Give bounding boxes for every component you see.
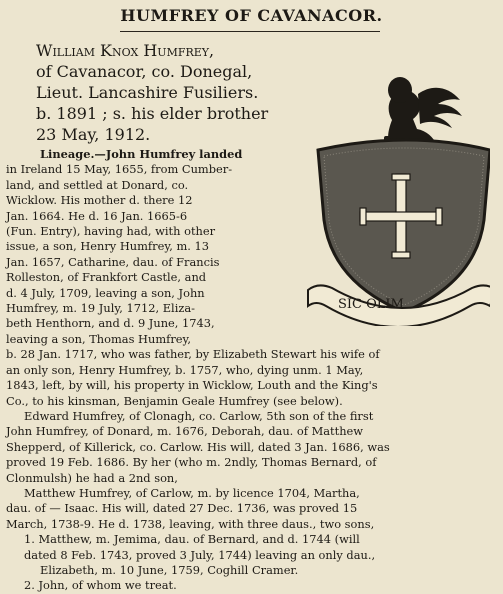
text-line: issue, a son, Henry Humfrey, m. 13 [6, 239, 210, 254]
text-line: b. 28 Jan. 1717, who was father, by Elizabeth Stewart his wife of [6, 347, 380, 362]
text-line: Rolleston, of Frankfort Castle, and [6, 270, 207, 285]
text-line: dated 8 Feb. 1743, proved 3 July, 1744) leaving an only dau., [24, 547, 376, 562]
text-line: Jan. 1664. He d. 16 Jan. 1665-6 [6, 208, 188, 223]
text-line: 2. John, of whom we treat. [24, 578, 177, 593]
page-title: HUMFREY OF CAVANACOR. [120, 6, 383, 25]
text-line: Edward Humfrey, of Clonagh, co. Carlow, 5th son of the first [24, 408, 374, 423]
intro-line-name: William Knox Humfrey, [36, 41, 215, 60]
text-line: Elizabeth, m. 10 June, 1759, Coghill Cramer. [40, 562, 299, 577]
text-line: dau. of — Isaac. His will, dated 27 Dec. 1736, was proved 15 [6, 501, 358, 516]
intro-block [36, 40, 306, 145]
text-line: 1843, left, by will, his property in Wicklow, Louth and the King's [6, 378, 378, 393]
intro-line-rank: Lieut. Lancashire Fusiliers. [36, 83, 259, 102]
text-line: Jan. 1657, Catharine, dau. of Francis [6, 254, 220, 269]
text-line: land, and settled at Donard, co. [6, 177, 189, 192]
lineage-text [6, 147, 491, 594]
text-line: an only son, Henry Humfrey, b. 1757, who, dying unm. 1 May, [6, 362, 364, 377]
text-line: Lineage.—John Humfrey landed [40, 147, 243, 161]
text-line: Shepperd, of Killerick, co. Carlow. His will, dated 3 Jan. 1686, was [6, 439, 390, 454]
text-line: March, 1738-9. He d. 1738, leaving, with three daus., two sons, [6, 516, 375, 531]
text-line: Matthew Humfrey, of Carlow, m. by licence 1704, Martha, [24, 485, 360, 500]
text-line: 1. Matthew, m. Jemima, dau. of Bernard, and d. 1744 (will [24, 532, 360, 547]
text-line: Clonmulsh) he had a 2nd son, [6, 470, 178, 485]
text-line: beth Henthorn, and d. 9 June, 1743, [6, 316, 215, 331]
text-line: Humfrey, m. 19 July, 1712, Eliza- [6, 301, 195, 316]
intro-line-date: 23 May, 1912. [36, 125, 151, 144]
griffin-crest-icon [384, 77, 462, 145]
text-line: Wicklow. His mother d. there 12 [6, 193, 193, 208]
text-line: Co., to his kinsman, Benjamin Geale Humfrey (see below). [6, 393, 343, 408]
title-rule [120, 31, 380, 32]
text-line: proved 19 Feb. 1686. By her (who m. 2ndly, Thomas Bernard, of [6, 455, 377, 470]
motto-text: SIC OLIM [338, 297, 404, 312]
text-line: John Humfrey, of Donard, m. 1676, Deborah, dau. of Matthew [6, 424, 364, 439]
intro-line-seat: of Cavanacor, co. Donegal, [36, 62, 253, 81]
text-line: in Ireland 15 May, 1655, from Cumber- [6, 162, 233, 177]
text-line: leaving a son, Thomas Humfrey, [6, 331, 192, 346]
text-line: (Fun. Entry), having had, with other [6, 224, 216, 239]
text-line: d. 4 July, 1709, leaving a son, John [6, 285, 205, 300]
intro-line-birth: b. 1891 ; s. his elder brother [36, 104, 269, 123]
